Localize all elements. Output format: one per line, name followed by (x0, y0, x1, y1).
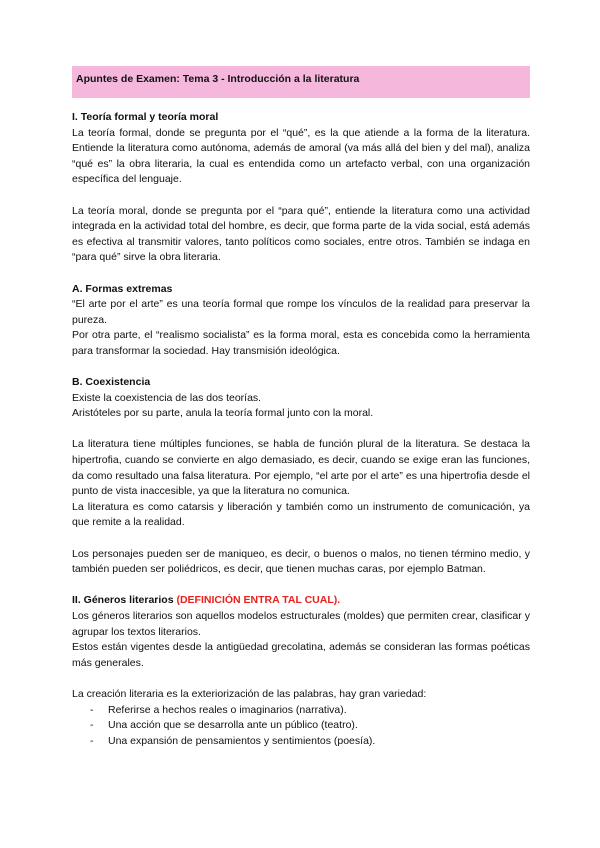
list-item-text: Una expansión de pensamientos y sentimientos (poesía). (108, 734, 376, 747)
section-heading: A. Formas extremas (72, 282, 173, 295)
genre-list (72, 703, 530, 750)
paragraph: La literatura tiene múltiples funciones, se habla de función plural de la literatura. Se destaca la hipertrofia, cuando se convierte en algo demasiado, es decir, cuando se exige eran las funciones, da como resultado una falsa literatura. Por ejemplo, “el arte por el arte” es una hipertrofia desde el punto de vista inaccesible, ya que la literatura no comunica. (72, 438, 530, 498)
paragraph: Aristóteles por su parte, anula la teoría formal junto con la moral. (72, 407, 374, 420)
section-heading-text: II. Géneros literarios (72, 594, 174, 607)
paragraph: La literatura es como catarsis y liberación y también como un instrumento de comunicación, ya que remite a la realidad. (72, 500, 530, 529)
paragraph: La teoría moral, donde se pregunta por el “para qué”, entiende la literatura como una actividad integrada en la actividad total del hombre, es decir, que forma parte de la vida social, está además es efectiva al transmitir valores, tanto políticos como sociales, entre otros. También se indaga en “para qué” sirve la obra literaria. (72, 204, 530, 264)
paragraph: La teoría formal, donde se pregunta por el “qué”, es la que atiende a la forma de la literatura. Entiende la literatura como autónoma, además de amoral (va más allá del bien y del mal), analiza “qué es” la obra literaria, la cual es entendida como un artefacto verbal, con una organización específica del lenguaje. (72, 126, 530, 186)
paragraph: Estos están vigentes desde la antigüedad grecolatina, además se consideran las formas poéticas más generales. (72, 641, 530, 669)
document-body (72, 110, 530, 749)
paragraph: Por otra parte, el “realismo socialista” es la forma moral, esta es concebida como la herramienta para transformar la sociedad. Hay transmisión ideológica. (72, 329, 530, 357)
paragraph: Existe la coexistencia de las dos teorías. (72, 391, 262, 404)
list-item-text: Una acción que se desarrolla ante un público (teatro). (108, 719, 358, 732)
paragraph: “El arte por el arte” es una teoría formal que rompe los vínculos de la realidad para preservar la pureza. (72, 298, 530, 326)
document-title: Apuntes de Examen: Tema 3 - Introducción a la literatura (76, 73, 360, 85)
paragraph: La creación literaria es la exteriorización de las palabras, hay gran variedad: (72, 687, 427, 700)
section-heading: B. Coexistencia (72, 376, 151, 389)
heading-note: (DEFINICIÓN ENTRA TAL CUAL). (176, 594, 341, 607)
paragraph: Los personajes pueden ser de maniqueo, es decir, o buenos o malos, no tienen término medio, y también pueden ser poliédricos, es decir, que tienen muchas caras, por ejemplo Batman. (72, 547, 530, 576)
section-heading: I. Teoría formal y teoría moral (72, 111, 219, 123)
paragraph: Los géneros literarios son aquellos modelos estructurales (moldes) que permiten crear, clasificar y agrupar los textos literarios. (72, 610, 530, 638)
dash-bullet: - (90, 719, 94, 732)
list-item (72, 703, 530, 719)
dash-bullet: - (90, 703, 94, 716)
list-item-text: Referirse a hechos reales o imaginarios (narrativa). (108, 703, 347, 716)
section-heading (72, 593, 530, 609)
list-item (72, 718, 530, 734)
list-item (72, 734, 530, 750)
dash-bullet: - (90, 734, 94, 747)
